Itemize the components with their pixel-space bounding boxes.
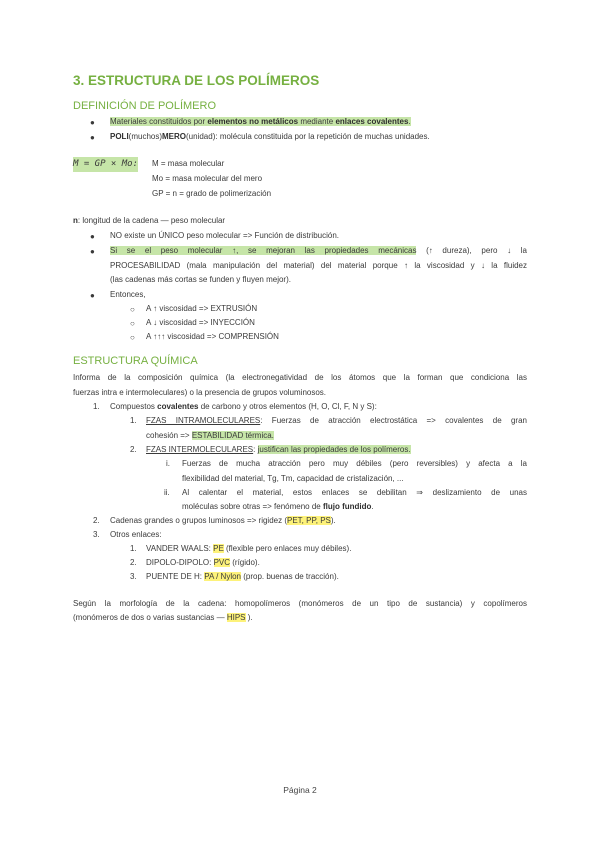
item-dipolo: DIPOLO-DIPOLO: PVC (rígido). (146, 558, 260, 567)
bullet-dot: ● (90, 133, 95, 142)
roman-number: ii. (164, 488, 170, 497)
paragraph-informa-l1: Informa de la composición química (la electronegatividad de los átomos que la forman que condiciona las (73, 373, 527, 382)
sub-bullet-extrusion: A ↑ viscosidad => EXTRUSIÓN (146, 304, 258, 313)
item-intermoleculares: FZAS INTERMOLECULARES: justifican las propiedades de los polímeros. (146, 445, 411, 454)
bullet-entonces: Entonces, (110, 290, 146, 299)
paragraph-morfologia-l2: (monómeros de dos o varias sustancias — HIPS ). (73, 613, 253, 622)
highlight-hips: HIPS (226, 613, 246, 622)
item-calentar-l1: Al calentar el material, estos enlaces se debilitan ⇒ deslizamiento de unas (182, 488, 527, 497)
section-heading-definicion: DEFINICIÓN DE POLÍMERO (73, 100, 217, 112)
highlight-justifican: justifican las propiedades de los polímeros. (257, 445, 411, 454)
list-number: 3. (130, 572, 137, 581)
definition-m: M = masa molecular (152, 159, 225, 168)
list-number: 2. (130, 558, 137, 567)
highlight-propiedades: Si se el peso molecular ↑, se mejoran las propiedades mecánicas (110, 246, 417, 255)
bullet-no-unico: NO existe un ÚNICO peso molecular => Función de distribución. (110, 231, 339, 240)
sub-bullet-circle: ○ (130, 305, 135, 314)
page-title: 3. ESTRUCTURA DE LOS POLÍMEROS (73, 73, 320, 88)
sub-bullet-inyeccion: A ↓ viscosidad => INYECCIÓN (146, 318, 255, 327)
formula-m: M = GP × Mo: (73, 157, 138, 172)
list-number: 2. (93, 516, 100, 525)
n-definition: n: longitud de la cadena — peso molecular (73, 216, 226, 225)
bullet-polimero: POLI(muchos)MERO(unidad): molécula constituida por la repetición de muchas unidades. (110, 132, 430, 141)
item-puente-h: PUENTE DE H: PA / Nylon (prop. buenas de tracción). (146, 572, 339, 581)
sub-bullet-comprension: A ↑↑↑ viscosidad => COMPRENSIÓN (146, 332, 279, 341)
bullet-peso-molecular-l1: Si se el peso molecular ↑, se mejoran las propiedades mecánicas (↑ dureza), pero ↓ la (110, 246, 527, 255)
item-intramoleculares-l2: cohesión => ESTABILIDAD térmica. (146, 431, 274, 440)
paragraph-morfologia-l1: Según la morfología de la cadena: homopolímeros (monómeros de un tipo de sustancia) y copolímeros (73, 599, 527, 608)
item-fuerzas-l2: flexibilidad del material, Tg, Tm, capacidad de cristalización, ... (182, 474, 404, 483)
roman-number: i. (166, 459, 170, 468)
bullet-dot: ● (90, 247, 95, 256)
item-compuestos: Compuestos covalentes de carbono y otros elementos (H, O, Cl, F, N y S): (110, 402, 377, 411)
item-van-der-waals: VANDER WAALS: PE (flexible pero enlaces muy débiles). (146, 544, 352, 553)
sub-bullet-circle: ○ (130, 319, 135, 328)
highlight-pa-nylon: PA / Nylon (204, 572, 241, 581)
list-number: 1. (130, 544, 137, 553)
bullet-dot: ● (90, 291, 95, 300)
item-fuerzas-l1: Fuerzas de mucha atracción pero muy débiles (pero reversibles) y afecta a la (182, 459, 527, 468)
section-heading-estructura-quimica: ESTRUCTURA QUÍMICA (73, 355, 198, 367)
bullet-peso-molecular-l3: (las cadenas más cortas se funden y fluyen mejor). (110, 275, 291, 284)
list-number: 2. (130, 445, 137, 454)
highlight-pe: PE (213, 544, 224, 553)
item-cadenas: Cadenas grandes o grupos luminosos => rigidez (PET, PP, PS). (110, 516, 336, 525)
item-calentar-l2: moléculas sobre otras => fenómeno de flujo fundido. (182, 502, 374, 511)
sub-bullet-circle: ○ (130, 333, 135, 342)
item-otros-enlaces: Otros enlaces: (110, 530, 162, 539)
bullet-dot: ● (90, 118, 95, 127)
list-number: 1. (93, 402, 100, 411)
bullet-dot: ● (90, 232, 95, 241)
definition-gp: GP = n = grado de polimerización (152, 189, 272, 198)
item-intramoleculares-l1: FZAS INTRAMOLECULARES: Fuerzas de atracción electrostática => covalentes de gran (146, 416, 527, 425)
highlight-materiales: Materiales constituidos por elementos no metálicos mediante enlaces covalentes. (110, 117, 411, 126)
bullet-materiales (110, 115, 411, 130)
highlight-pet-pp-ps: PET, PP, PS (287, 516, 331, 525)
list-number: 1. (130, 416, 137, 425)
bullet-peso-molecular-l2: PROCESABILIDAD (mala manipulación del material) del material porque ↑ la viscosidad y ↓ la fluidez (110, 261, 527, 270)
page-number: Página 2 (283, 785, 317, 795)
paragraph-informa-l2: fuerzas intra e intermoleculares) o la presencia de grupos voluminosos. (73, 388, 327, 397)
highlight-estabilidad: ESTABILIDAD térmica. (191, 431, 274, 440)
highlight-pvc: PVC (213, 558, 231, 567)
definition-mo: Mo = masa molecular del mero (152, 174, 263, 183)
list-number: 3. (93, 530, 100, 539)
